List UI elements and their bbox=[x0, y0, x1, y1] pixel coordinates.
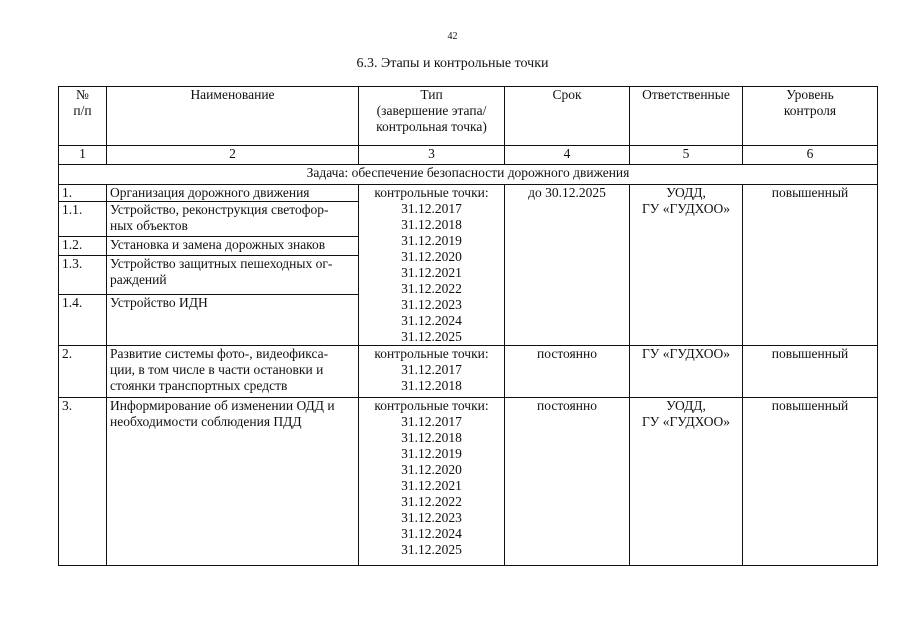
column-number: 5 bbox=[630, 146, 743, 165]
type-date: 31.12.2019 bbox=[401, 233, 462, 248]
type-date: 31.12.2024 bbox=[401, 313, 462, 328]
type-date: 31.12.2024 bbox=[401, 526, 462, 541]
row-number: 2. bbox=[59, 346, 107, 398]
type-date: 31.12.2021 bbox=[401, 478, 462, 493]
type-date: 31.12.2023 bbox=[401, 510, 462, 525]
row-number: 1.1. bbox=[59, 202, 107, 237]
row-type bbox=[359, 398, 505, 566]
table-row bbox=[59, 398, 878, 566]
row-responsible bbox=[630, 346, 743, 398]
page-number: 42 bbox=[447, 31, 458, 42]
column-number: 1 bbox=[59, 146, 107, 165]
row-name-line: стоянки транспортных средств bbox=[110, 378, 288, 393]
type-date: 31.12.2022 bbox=[401, 281, 462, 296]
row-name-line: Развитие системы фото-, видеофикса- bbox=[110, 346, 329, 361]
responsible-line: ГУ «ГУДХОО» bbox=[641, 346, 730, 361]
type-date: 31.12.2025 bbox=[401, 542, 462, 557]
row-name-line: Устройство, реконструкция светофор- bbox=[110, 202, 329, 218]
type-label: контрольные точки: bbox=[374, 346, 489, 361]
responsible-line: УОДД, bbox=[666, 185, 706, 200]
row-control bbox=[743, 185, 878, 346]
section-title: 6.3. Этапы и контрольные точки bbox=[356, 56, 549, 71]
term-text: до 30.12.2025 bbox=[528, 185, 606, 200]
row-number: 1.3. bbox=[59, 255, 107, 294]
term-text: постоянно bbox=[537, 346, 597, 361]
type-date: 31.12.2022 bbox=[401, 494, 462, 509]
row-number: 1.4. bbox=[59, 294, 107, 345]
column-number: 6 bbox=[743, 146, 878, 165]
header-name-text: Наименование bbox=[190, 87, 275, 102]
row-control bbox=[743, 398, 878, 566]
row-term bbox=[505, 398, 630, 566]
header-control bbox=[743, 87, 878, 146]
row-name-line: Организация дорожного движения bbox=[110, 185, 310, 200]
header-control-line: Уровень bbox=[786, 87, 834, 102]
type-date: 31.12.2018 bbox=[401, 430, 462, 445]
column-number: 4 bbox=[505, 146, 630, 165]
task-row bbox=[59, 165, 878, 185]
column-number: 2 bbox=[107, 146, 359, 165]
row-term bbox=[505, 185, 630, 346]
stages-table bbox=[58, 86, 878, 566]
type-label: контрольные точки: bbox=[374, 398, 489, 413]
row-responsible bbox=[630, 185, 743, 346]
row-name bbox=[107, 398, 359, 566]
column-numbers-row bbox=[59, 146, 878, 165]
type-date: 31.12.2023 bbox=[401, 297, 462, 312]
type-date: 31.12.2017 bbox=[401, 414, 462, 429]
responsible-line: УОДД, bbox=[666, 398, 706, 413]
header-num-line: № bbox=[76, 87, 89, 102]
responsible-line: ГУ «ГУДХОО» bbox=[641, 201, 730, 216]
row-name-line: ции, в том числе в части остановки и bbox=[110, 362, 324, 377]
row-name bbox=[107, 202, 359, 237]
control-text: повышенный bbox=[771, 398, 849, 413]
header-type-line: (завершение этапа/ bbox=[376, 103, 487, 118]
header-num-line: п/п bbox=[73, 103, 92, 118]
row-number: 3. bbox=[59, 398, 107, 566]
header-responsible-text: Ответственные bbox=[642, 87, 730, 102]
row-type bbox=[359, 346, 505, 398]
column-number: 3 bbox=[359, 146, 505, 165]
type-label: контрольные точки: bbox=[374, 185, 489, 200]
table-row bbox=[59, 185, 878, 202]
row-type bbox=[359, 185, 505, 346]
row-name-line: Установка и замена дорожных знаков bbox=[110, 237, 326, 253]
header-name bbox=[107, 87, 359, 146]
header-num bbox=[59, 87, 107, 146]
header-control-line: контроля bbox=[783, 103, 837, 118]
row-name-line: Информирование об изменении ОДД и bbox=[110, 398, 335, 413]
type-date: 31.12.2018 bbox=[401, 378, 462, 393]
task-title: Задача: обеспечение безопасности дорожного движения bbox=[59, 165, 878, 185]
header-type-line: контрольная точка) bbox=[376, 119, 487, 134]
row-name-line: раждений bbox=[110, 271, 167, 287]
row-name bbox=[107, 237, 359, 255]
row-control bbox=[743, 346, 878, 398]
row-name bbox=[107, 255, 359, 294]
responsible-line: ГУ «ГУДХОО» bbox=[641, 414, 730, 429]
header-term bbox=[505, 87, 630, 146]
type-date: 31.12.2018 bbox=[401, 217, 462, 232]
row-number: 1. bbox=[59, 185, 107, 202]
row-name-line: Устройство защитных пешеходных ог- bbox=[110, 255, 333, 271]
control-text: повышенный bbox=[771, 346, 849, 361]
type-date: 31.12.2017 bbox=[401, 362, 462, 377]
control-text: повышенный bbox=[771, 185, 849, 200]
row-name bbox=[107, 294, 359, 345]
row-name-line: Устройство ИДН bbox=[110, 294, 208, 310]
header-row bbox=[59, 87, 878, 146]
row-name-line: необходимости соблюдения ПДД bbox=[110, 414, 302, 429]
header-term-text: Срок bbox=[552, 87, 582, 102]
type-date: 31.12.2020 bbox=[401, 462, 462, 477]
header-type bbox=[359, 87, 505, 146]
type-date: 31.12.2020 bbox=[401, 249, 462, 264]
type-date: 31.12.2017 bbox=[401, 201, 462, 216]
row-name bbox=[107, 185, 359, 202]
type-date: 31.12.2025 bbox=[401, 329, 462, 344]
row-name bbox=[107, 346, 359, 398]
term-text: постоянно bbox=[537, 398, 597, 413]
type-date: 31.12.2021 bbox=[401, 265, 462, 280]
row-name-line: ных объектов bbox=[110, 218, 188, 234]
type-date: 31.12.2019 bbox=[401, 446, 462, 461]
row-term bbox=[505, 346, 630, 398]
header-type-line: Тип bbox=[420, 87, 443, 102]
table-row bbox=[59, 346, 878, 398]
row-number: 1.2. bbox=[59, 237, 107, 255]
header-responsible bbox=[630, 87, 743, 146]
row-responsible bbox=[630, 398, 743, 566]
